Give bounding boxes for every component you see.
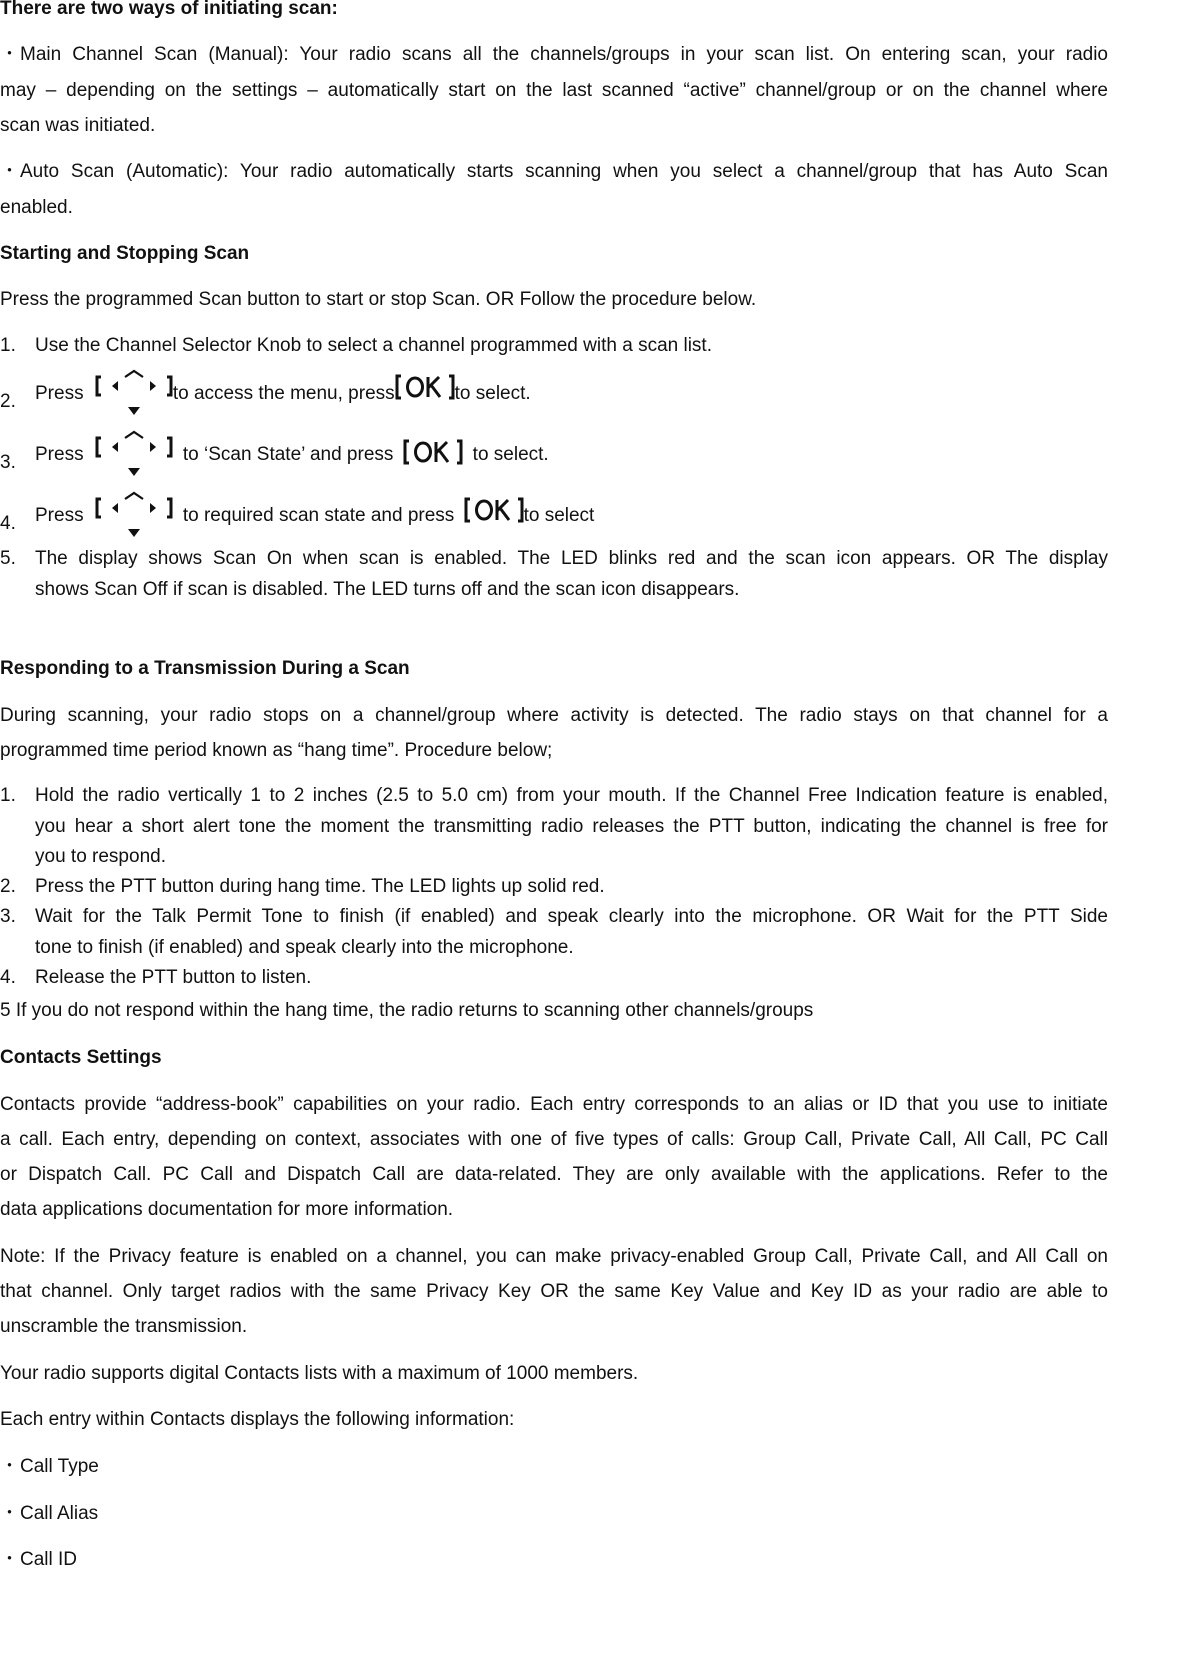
contacts-para1-line2: a call. Each entry, depending on context, associates with one of five types of calls: Group Call, Private Call, All Call, PC Call [0,1129,1108,1150]
bullet-marker: ・ [0,1549,20,1570]
navigation-keys-icon [95,490,173,542]
list-item [0,1549,1108,1571]
scan-intro-heading: There are two ways of initiating scan: [0,0,338,19]
starting-lead-text: Press the programmed Scan button to start or stop Scan. OR Follow the procedure below. [0,289,757,310]
step-number: 4. [0,967,16,988]
list-item-text: Call Type [20,1456,99,1477]
step-number: 1. [0,335,16,356]
starting-stopping-heading: Starting and Stopping Scan [0,243,250,264]
contacts-para1-line3: or Dispatch Call. PC Call and Dispatch Call are data-related. They are only available with the applications. Refer to the [0,1164,1108,1185]
contacts-para1-line4: data applications documentation for more information. [0,1199,454,1220]
step-text-part: to access the menu, press [172,383,395,405]
step-text-part: Press [35,383,84,405]
navigation-keys-icon [95,368,173,420]
step-number: 4. [0,513,16,534]
step-number: 2. [0,391,16,412]
step-text-part: Press [35,444,84,466]
ok-key-icon [464,496,524,526]
step-number: 3. [0,452,16,473]
bullet-marker: ・ [0,44,20,65]
step-text: Release the PTT button to listen. [35,967,312,988]
bullet-main-scan-line2: may – depending on the settings – automatically start on the last scanned “active” channel/group or on the channel where [0,80,1108,101]
bullet-main-scan-line1 [0,44,1108,66]
step-text-part: to select. [454,383,531,405]
responding-para-line2: programmed time period known as “hang time”. Procedure below; [0,740,553,761]
respond-step-1-line2: you hear a short alert tone the moment the transmitting radio releases the PTT button, indicating the channel is free for [35,816,1108,837]
step-text: Press the PTT button during hang time. The LED lights up solid red. [35,876,605,897]
list-item [0,1456,1108,1478]
bullet-marker: ・ [0,1503,20,1524]
start-step-5-line1: The display shows Scan On when scan is enabled. The LED blinks red and the scan icon appears. OR The display [35,548,1108,569]
respond-step-1-line1: Hold the radio vertically 1 to 2 inches (2.5 to 5.0 cm) from your mouth. If the Channel Free Indication feature is enabled, [35,785,1108,806]
start-step-5-line2: shows Scan Off if scan is disabled. The LED turns off and the scan icon disappears. [35,579,740,600]
step-text [35,429,549,481]
step-number: 3. [0,906,16,927]
ok-key-icon [403,438,463,468]
step-number: 2. [0,876,16,897]
bullet-marker: ・ [0,161,20,182]
contacts-heading: Contacts Settings [0,1047,162,1068]
step-text [35,490,594,542]
step-text: Use the Channel Selector Knob to select a channel programmed with a scan list. [35,335,712,356]
bullet-main-scan-line3: scan was initiated. [0,115,156,136]
bullet-auto-scan-line1 [0,161,1108,183]
step-number: 1. [0,785,16,806]
bullet-marker: ・ [0,1456,20,1477]
contacts-note-line2: that channel. Only target radios with the same Privacy Key OR the same Key Value and Key ID as your radio are able to [0,1281,1108,1302]
step-text-part: to ‘Scan State’ and press [182,444,394,466]
bullet-auto-scan-line2: enabled. [0,197,73,218]
responding-para-line1: During scanning, your radio stops on a channel/group where activity is detected. The radio stays on that channel for a [0,705,1108,726]
step-number: 5. [0,548,16,569]
ok-key-icon [395,373,455,403]
contacts-note-line1: Note: If the Privacy feature is enabled on a channel, you can make privacy-enabled Group Call, Private Call, and All Call on [0,1246,1108,1267]
bullet-main-scan-text: Main Channel Scan (Manual): Your radio scans all the channels/groups in your scan list. On entering scan, your radio [20,44,1108,65]
respond-step-5: 5 If you do not respond within the hang time, the radio returns to scanning other channels/groups [0,1000,814,1021]
step-text-part: to select. [472,444,549,466]
contacts-para1-line1: Contacts provide “address-book” capabilities on your radio. Each entry corresponds to an alias or ID that you use to initiate [0,1094,1108,1115]
contacts-para2: Your radio supports digital Contacts lists with a maximum of 1000 members. [0,1363,639,1384]
respond-step-3-line1: Wait for the Talk Permit Tone to finish (if enabled) and speak clearly into the microphone. OR Wait for the PTT Side [35,906,1108,927]
navigation-keys-icon [95,429,173,481]
step-text-part: Press [35,505,84,527]
step-text-part: to select [523,505,595,527]
step-text [35,368,531,420]
list-item [0,1503,1108,1525]
contacts-note-line3: unscramble the transmission. [0,1316,248,1337]
list-item-text: Call ID [20,1549,78,1570]
respond-step-1-line3: you to respond. [35,846,166,867]
step-text-part: to required scan state and press [182,505,455,527]
bullet-auto-scan-text: Auto Scan (Automatic): Your radio automatically starts scanning when you select a channel/group that has Auto Scan [20,161,1108,182]
responding-heading: Responding to a Transmission During a Scan [0,658,410,679]
list-item-text: Call Alias [20,1503,99,1524]
contacts-para3: Each entry within Contacts displays the following information: [0,1409,515,1430]
respond-step-3-line2: tone to finish (if enabled) and speak clearly into the microphone. [35,937,574,958]
